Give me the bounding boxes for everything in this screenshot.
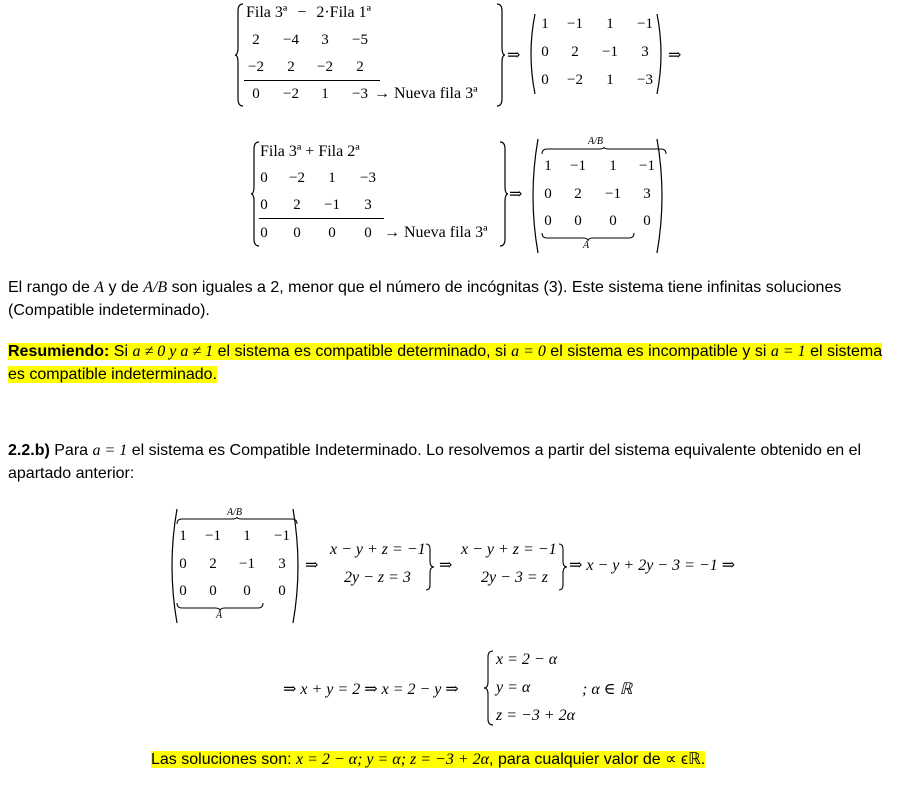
matrix-entry: −1 (637, 16, 653, 32)
augmented-matrix-label: A/B (588, 136, 603, 147)
matrix-entry: 0 (179, 556, 187, 572)
matrix-entry: 0 (209, 583, 217, 599)
matrix-entry: −3 (637, 72, 653, 88)
sum-line (259, 218, 384, 219)
right-brace (558, 543, 568, 591)
matrix-entry: 2 (356, 59, 364, 75)
implies-arrow-2: ⇒ (439, 557, 453, 574)
matrix-entry: 0 (328, 225, 336, 241)
matrix-entry: −4 (283, 32, 299, 48)
matrix-entry: −3 (360, 170, 376, 186)
matrix-entry: 1 (606, 16, 614, 32)
implies-arrow: ⇒ (507, 47, 521, 64)
matrix-entry: 1 (328, 170, 336, 186)
matrix-entry: 1 (606, 72, 614, 88)
solution-x: x = 2 − α (496, 651, 558, 668)
matrix-entry: 1 (179, 528, 187, 544)
matrix-entry: −1 (570, 158, 586, 174)
matrix-right-paren (656, 138, 668, 254)
matrix-entry: 1 (544, 158, 552, 174)
system1-eq1: x − y + z = −1 (330, 541, 426, 558)
matrix-entry: −2 (567, 72, 583, 88)
solve-for-x: ⇒ x + y = 2 ⇒ x = 2 − y ⇒ (283, 681, 459, 698)
matrix-entry: 0 (260, 225, 268, 241)
matrix-entry: 0 (609, 213, 617, 229)
coefficient-matrix-label: A (216, 610, 223, 621)
matrix-entry: 0 (574, 213, 582, 229)
solution-z: z = −3 + 2α (496, 707, 576, 724)
matrix-entry: 3 (641, 44, 649, 60)
parameter-domain: ; α ∈ ℝ (582, 681, 633, 698)
summary-heading: Resumiendo: (8, 343, 110, 360)
sum-line (244, 80, 380, 81)
rank-paragraph: El rango de A y de A/B son iguales a 2, menor que el número de incógnitas (3). Este sistema tiene infinitas soluciones (Compatible indeterminado). (8, 279, 842, 319)
system1-eq2: 2y − z = 3 (344, 569, 411, 586)
augmented-matrix-label: A/B (227, 507, 242, 518)
right-brace (496, 3, 506, 107)
right-brace (499, 141, 509, 247)
matrix-entry: −3 (352, 86, 368, 102)
matrix-entry: 0 (179, 583, 187, 599)
new-row-label: → Nueva fila 3ª (374, 85, 478, 102)
right-brace (425, 543, 435, 591)
substitution-result: ⇒ x − y + 2y − 3 = −1 ⇒ (569, 557, 736, 574)
block2-header: Fila 3ª + Fila 2ª (260, 143, 360, 160)
coefficient-matrix-label: A (583, 240, 590, 251)
system2-eq1: x − y + z = −1 (461, 541, 557, 558)
part-b-heading: 2.2.b) (8, 442, 50, 459)
matrix-entry: −1 (205, 528, 221, 544)
system2-eq2: 2y − 3 = z (481, 569, 548, 586)
implies-arrow: ⇒ (509, 186, 523, 203)
matrix-entry: 2 (571, 44, 579, 60)
block1-header: Fila 3ª − 2·Fila 1ª (246, 4, 371, 21)
matrix-entry: −1 (567, 16, 583, 32)
matrix-entry: 3 (278, 556, 286, 572)
matrix-entry: 0 (544, 186, 552, 202)
matrix-entry: −2 (248, 59, 264, 75)
matrix-entry: 2 (293, 197, 301, 213)
matrix-entry: 3 (643, 186, 651, 202)
matrix-entry: 3 (321, 32, 329, 48)
matrix-entry: 0 (544, 213, 552, 229)
part-b-paragraph: 2.2.b) Para a = 1 el sistema es Compatible Indeterminado. Lo resolvemos a partir del sistema equivalente obtenido en el apartado anterior: (8, 442, 862, 482)
solution-y: y = α (496, 679, 531, 696)
matrix-entry: 0 (278, 583, 286, 599)
matrix-entry: 1 (541, 16, 549, 32)
matrix-entry: −5 (352, 32, 368, 48)
matrix-right-paren (292, 508, 304, 624)
matrix-entry: 0 (243, 583, 251, 599)
matrix-entry: 0 (643, 213, 651, 229)
matrix-entry: 2 (287, 59, 295, 75)
matrix-entry: 1 (243, 528, 251, 544)
top-overbrace (176, 517, 298, 525)
matrix-entry: 0 (541, 44, 549, 60)
matrix-entry: 2 (574, 186, 582, 202)
matrix-entry: 0 (260, 197, 268, 213)
matrix-entry: 0 (252, 86, 260, 102)
matrix-entry: −1 (324, 197, 340, 213)
top-overbrace (541, 147, 667, 155)
matrix-entry: −2 (289, 170, 305, 186)
matrix-entry: 3 (364, 197, 372, 213)
matrix-entry: −1 (274, 528, 290, 544)
matrix-entry: 0 (541, 72, 549, 88)
matrix-entry: −1 (239, 556, 255, 572)
implies-arrow-1: ⇒ (305, 557, 319, 574)
matrix-entry: 2 (252, 32, 260, 48)
new-row-label: → Nueva fila 3ª (384, 224, 488, 241)
left-brace (484, 650, 494, 726)
matrix-entry: −2 (283, 86, 299, 102)
matrix-entry: 2 (209, 556, 217, 572)
summary-paragraph: Resumiendo: Si a ≠ 0 y a ≠ 1 el sistema es compatible determinado, si a = 0 el sistema es incompatible y si a = 1 el sistema es compatible indeterminado. (8, 343, 883, 383)
matrix-entry: 0 (260, 170, 268, 186)
matrix-entry: −2 (317, 59, 333, 75)
matrix-entry: 1 (609, 158, 617, 174)
matrix-right-paren (656, 13, 666, 95)
implies-arrow-after: ⇒ (668, 47, 682, 64)
matrix-entry: −1 (605, 186, 621, 202)
final-solution-statement: Las soluciones son: x = 2 − α; y = α; z = −3 + 2α, para cualquier valor de ∝ ϵℝ. (151, 751, 706, 768)
matrix-entry: −1 (602, 44, 618, 60)
matrix-entry: −1 (639, 158, 655, 174)
matrix-entry: 0 (364, 225, 372, 241)
matrix-entry: 1 (321, 86, 329, 102)
matrix-entry: 0 (293, 225, 301, 241)
